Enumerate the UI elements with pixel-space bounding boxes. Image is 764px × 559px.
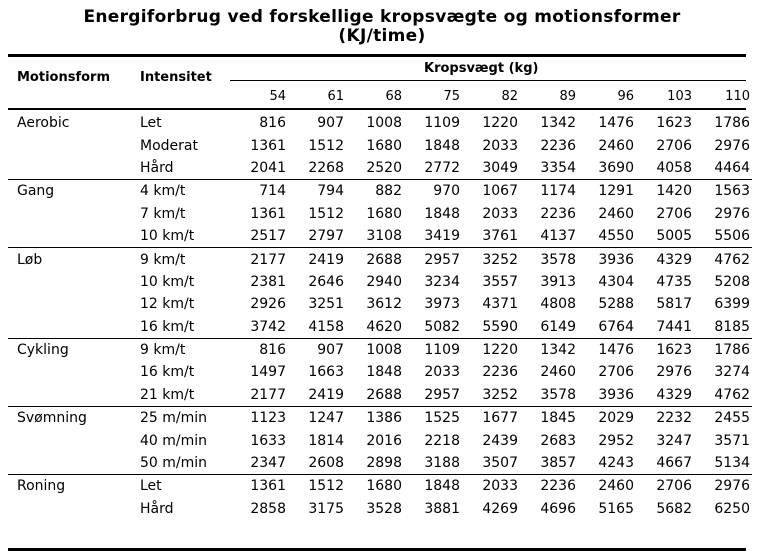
intensitet-cell: 21 km/t (134, 384, 230, 407)
intensitet-cell: 40 m/min (140, 432, 208, 449)
value-cell: 3742 (230, 316, 288, 339)
value-cell: 907 (317, 115, 344, 132)
motionsform-empty (8, 316, 134, 339)
value-cell: 1361 (250, 478, 286, 495)
value-cell: 4762 (694, 384, 752, 407)
intensitet-cell: 10 km/t (140, 273, 195, 290)
motionsform-empty (8, 157, 134, 180)
value-cell: 882 (375, 183, 402, 200)
value-cell: 1633 (250, 432, 286, 449)
value-cell: 794 (317, 183, 344, 200)
value-cell: 2646 (308, 273, 344, 290)
table-row (8, 452, 752, 475)
value-cell: 4550 (578, 225, 636, 248)
value-cell: 1512 (308, 478, 344, 495)
value-cell: 5506 (694, 225, 752, 248)
value-cell: 2455 (714, 410, 750, 427)
bottom-rule (8, 548, 746, 551)
value-cell: 907 (317, 342, 344, 359)
value-cell: 1512 (308, 137, 344, 154)
motionsform-cell: Cykling (17, 342, 69, 359)
value-cell: 3973 (424, 296, 460, 313)
value-cell: 2858 (250, 500, 286, 517)
value-cell: 1476 (598, 115, 634, 132)
value-cell: 3557 (482, 273, 518, 290)
weight-header-54: 54 (269, 89, 286, 104)
header-intensitet: Intensitet (140, 70, 212, 85)
value-cell: 3247 (656, 432, 692, 449)
header-rule (8, 108, 746, 110)
value-cell: 4735 (656, 273, 692, 290)
motionsform-cell: Svømning (17, 410, 87, 427)
value-cell: 2439 (482, 432, 518, 449)
value-cell: 4329 (636, 384, 694, 407)
value-cell: 5590 (462, 316, 520, 339)
value-cell: 2926 (250, 296, 286, 313)
value-cell: 3188 (404, 452, 462, 475)
value-cell: 4620 (346, 316, 404, 339)
weight-header-75: 75 (443, 89, 460, 104)
value-cell: 2236 (482, 364, 518, 381)
intensitet-cell: Let (140, 115, 162, 132)
value-cell: 1525 (424, 410, 460, 427)
value-cell: 2460 (598, 137, 634, 154)
value-cell: 2688 (346, 384, 404, 407)
energy-table (8, 112, 752, 520)
value-cell: 3578 (520, 384, 578, 407)
value-cell: 2016 (366, 432, 402, 449)
value-cell: 2347 (230, 452, 288, 475)
intensitet-cell: Moderat (140, 137, 198, 154)
intensitet-cell: 9 km/t (140, 342, 186, 359)
top-rule (8, 54, 746, 57)
value-cell: 1361 (250, 205, 286, 222)
value-cell: 3528 (366, 500, 402, 517)
value-cell: 1845 (540, 410, 576, 427)
value-cell: 816 (259, 115, 286, 132)
value-cell: 2957 (424, 251, 460, 268)
value-cell: 3251 (308, 296, 344, 313)
value-cell: 3690 (578, 157, 636, 180)
value-cell: 5288 (598, 296, 634, 313)
value-cell: 1247 (308, 410, 344, 427)
intensitet-cell: 4 km/t (140, 183, 186, 200)
value-cell: 4329 (656, 251, 692, 268)
value-cell: 2608 (288, 452, 346, 475)
table-row (8, 157, 752, 180)
value-cell: 2976 (714, 478, 750, 495)
value-cell: 1067 (482, 183, 518, 200)
value-cell: 714 (259, 183, 286, 200)
value-cell: 1848 (424, 137, 460, 154)
value-cell: 1008 (366, 115, 402, 132)
value-cell: 2957 (404, 384, 462, 407)
value-cell: 970 (433, 183, 460, 200)
value-cell: 2706 (656, 205, 692, 222)
intensitet-cell: 12 km/t (140, 296, 195, 313)
table-row (8, 248, 752, 271)
intensitet-cell: Hård (140, 500, 174, 517)
value-cell: 3936 (578, 384, 636, 407)
value-cell: 1786 (714, 115, 750, 132)
weight-header-89: 89 (559, 89, 576, 104)
value-cell: 3761 (462, 225, 520, 248)
value-cell: 5682 (656, 500, 692, 517)
value-cell: 2232 (656, 410, 692, 427)
value-cell: 2683 (540, 432, 576, 449)
value-cell: 4058 (636, 157, 694, 180)
value-cell: 3049 (462, 157, 520, 180)
value-cell: 816 (259, 342, 286, 359)
value-cell: 1563 (714, 183, 750, 200)
value-cell: 3857 (520, 452, 578, 475)
value-cell: 1291 (598, 183, 634, 200)
value-cell: 2976 (714, 205, 750, 222)
weight-header-82: 82 (501, 89, 518, 104)
value-cell: 3578 (540, 251, 576, 268)
value-cell: 3354 (520, 157, 578, 180)
value-cell: 8185 (694, 316, 752, 339)
value-cell: 1814 (308, 432, 344, 449)
motionsform-empty (8, 361, 134, 383)
value-cell: 2177 (250, 251, 286, 268)
motionsform-cell: Løb (17, 251, 43, 268)
value-cell: 5817 (656, 296, 692, 313)
table-row (8, 271, 752, 293)
value-cell: 1680 (366, 137, 402, 154)
value-cell: 4304 (598, 273, 634, 290)
value-cell: 3419 (404, 225, 462, 248)
intensitet-cell: 25 m/min (140, 410, 208, 427)
value-cell: 3913 (540, 273, 576, 290)
value-cell: 5082 (404, 316, 462, 339)
intensitet-cell: 9 km/t (140, 251, 186, 268)
value-cell: 4762 (714, 251, 750, 268)
motionsform-empty (8, 452, 134, 475)
value-cell: 1848 (424, 205, 460, 222)
value-cell: 3274 (714, 364, 750, 381)
value-cell: 2517 (230, 225, 288, 248)
table-row (8, 134, 752, 156)
value-cell: 1386 (366, 410, 402, 427)
table-row (8, 384, 752, 407)
motionsform-empty (8, 271, 134, 293)
value-cell: 2033 (482, 137, 518, 154)
value-cell: 1677 (482, 410, 518, 427)
value-cell: 3175 (308, 500, 344, 517)
value-cell: 3252 (462, 384, 520, 407)
value-cell: 2976 (714, 137, 750, 154)
table-row (8, 338, 752, 361)
table-row (8, 180, 752, 203)
value-cell: 2381 (250, 273, 286, 290)
value-cell: 7441 (636, 316, 694, 339)
value-cell: 1109 (424, 342, 460, 359)
value-cell: 1848 (366, 364, 402, 381)
motionsform-empty (8, 293, 134, 315)
value-cell: 6250 (714, 500, 750, 517)
value-cell: 2460 (598, 205, 634, 222)
intensitet-cell: 10 km/t (134, 225, 230, 248)
value-cell: 2236 (540, 478, 576, 495)
value-cell: 6399 (714, 296, 750, 313)
value-cell: 1342 (540, 115, 576, 132)
motionsform-cell: Aerobic (17, 115, 70, 132)
value-cell: 1361 (250, 137, 286, 154)
value-cell: 2688 (366, 251, 402, 268)
value-cell: 1342 (540, 342, 576, 359)
value-cell: 2041 (230, 157, 288, 180)
value-cell: 2976 (656, 364, 692, 381)
value-cell: 4137 (520, 225, 578, 248)
table-row (8, 316, 752, 339)
value-cell: 1786 (714, 342, 750, 359)
value-cell: 4464 (694, 157, 752, 180)
weight-header-61: 61 (327, 89, 344, 104)
motionsform-empty (8, 134, 134, 156)
value-cell: 2033 (482, 205, 518, 222)
intensitet-cell: 16 km/t (134, 316, 230, 339)
motionsform-cell: Roning (17, 478, 66, 495)
value-cell: 6149 (520, 316, 578, 339)
value-cell: 1497 (250, 364, 286, 381)
value-cell: 5165 (598, 500, 634, 517)
value-cell: 1680 (366, 478, 402, 495)
value-cell: 1109 (424, 115, 460, 132)
value-cell: 1220 (482, 115, 518, 132)
value-cell: 2952 (598, 432, 634, 449)
table-row (8, 407, 752, 430)
weight-group-rule (230, 80, 746, 81)
value-cell: 1623 (656, 342, 692, 359)
intensitet-cell: 50 m/min (134, 452, 230, 475)
motionsform-empty (8, 384, 134, 407)
value-cell: 2419 (288, 384, 346, 407)
intensitet-cell: 7 km/t (140, 205, 186, 222)
weight-header-103: 103 (667, 89, 692, 104)
value-cell: 2797 (288, 225, 346, 248)
value-cell: 2236 (540, 205, 576, 222)
table-row (8, 112, 752, 134)
table-row (8, 498, 752, 520)
value-cell: 2419 (308, 251, 344, 268)
title-line-2: (KJ/time) (338, 26, 426, 46)
value-cell: 6764 (578, 316, 636, 339)
value-cell: 4371 (482, 296, 518, 313)
value-cell: 2706 (598, 364, 634, 381)
value-cell: 1008 (366, 342, 402, 359)
header-kropsvaegt: Kropsvægt (kg) (424, 61, 539, 76)
value-cell: 1476 (598, 342, 634, 359)
table-title (0, 8, 764, 46)
value-cell: 2033 (424, 364, 460, 381)
table-row (8, 429, 752, 451)
value-cell: 2940 (366, 273, 402, 290)
value-cell: 5134 (694, 452, 752, 475)
value-cell: 2177 (230, 384, 288, 407)
table-row (8, 225, 752, 248)
value-cell: 1420 (656, 183, 692, 200)
value-cell: 2706 (656, 137, 692, 154)
value-cell: 4808 (540, 296, 576, 313)
weight-header-68: 68 (385, 89, 402, 104)
value-cell: 2460 (540, 364, 576, 381)
weight-header-110: 110 (725, 89, 750, 104)
value-cell: 2268 (288, 157, 346, 180)
title-line-1: Energiforbrug ved forskellige kropsvægte og motionsformer (83, 7, 681, 27)
value-cell: 1220 (482, 342, 518, 359)
value-cell: 1512 (308, 205, 344, 222)
value-cell: 5005 (636, 225, 694, 248)
value-cell: 3571 (714, 432, 750, 449)
value-cell: 1848 (424, 478, 460, 495)
value-cell: 1663 (308, 364, 344, 381)
value-cell: 2460 (598, 478, 634, 495)
weight-header-96: 96 (617, 89, 634, 104)
motionsform-cell: Gang (17, 183, 55, 200)
value-cell: 3252 (482, 251, 518, 268)
value-cell: 2033 (482, 478, 518, 495)
value-cell: 3936 (598, 251, 634, 268)
value-cell: 5208 (714, 273, 750, 290)
value-cell: 2520 (346, 157, 404, 180)
value-cell: 2772 (404, 157, 462, 180)
motionsform-empty (8, 498, 134, 520)
value-cell: 3108 (346, 225, 404, 248)
value-cell: 3507 (462, 452, 520, 475)
value-cell: 4667 (636, 452, 694, 475)
value-cell: 4243 (578, 452, 636, 475)
value-cell: 1174 (540, 183, 576, 200)
value-cell: 4158 (288, 316, 346, 339)
value-cell: 2218 (424, 432, 460, 449)
value-cell: 4696 (540, 500, 576, 517)
table-row (8, 475, 752, 498)
value-cell: 1623 (656, 115, 692, 132)
table-row (8, 293, 752, 315)
value-cell: 1123 (250, 410, 286, 427)
table-row (8, 203, 752, 225)
value-cell: 4269 (482, 500, 518, 517)
motionsform-empty (8, 225, 134, 248)
motionsform-empty (8, 429, 134, 451)
value-cell: 2029 (598, 410, 634, 427)
motionsform-empty (8, 203, 134, 225)
value-cell: 2706 (656, 478, 692, 495)
value-cell: 1680 (366, 205, 402, 222)
value-cell: 3612 (366, 296, 402, 313)
intensitet-cell: 16 km/t (140, 364, 195, 381)
table-row (8, 361, 752, 383)
table-body (8, 112, 752, 520)
intensitet-cell: Hård (134, 157, 230, 180)
value-cell: 3234 (424, 273, 460, 290)
value-cell: 2236 (540, 137, 576, 154)
value-cell: 3881 (424, 500, 460, 517)
header-motionsform: Motionsform (17, 70, 111, 85)
value-cell: 2898 (346, 452, 404, 475)
intensitet-cell: Let (140, 478, 162, 495)
